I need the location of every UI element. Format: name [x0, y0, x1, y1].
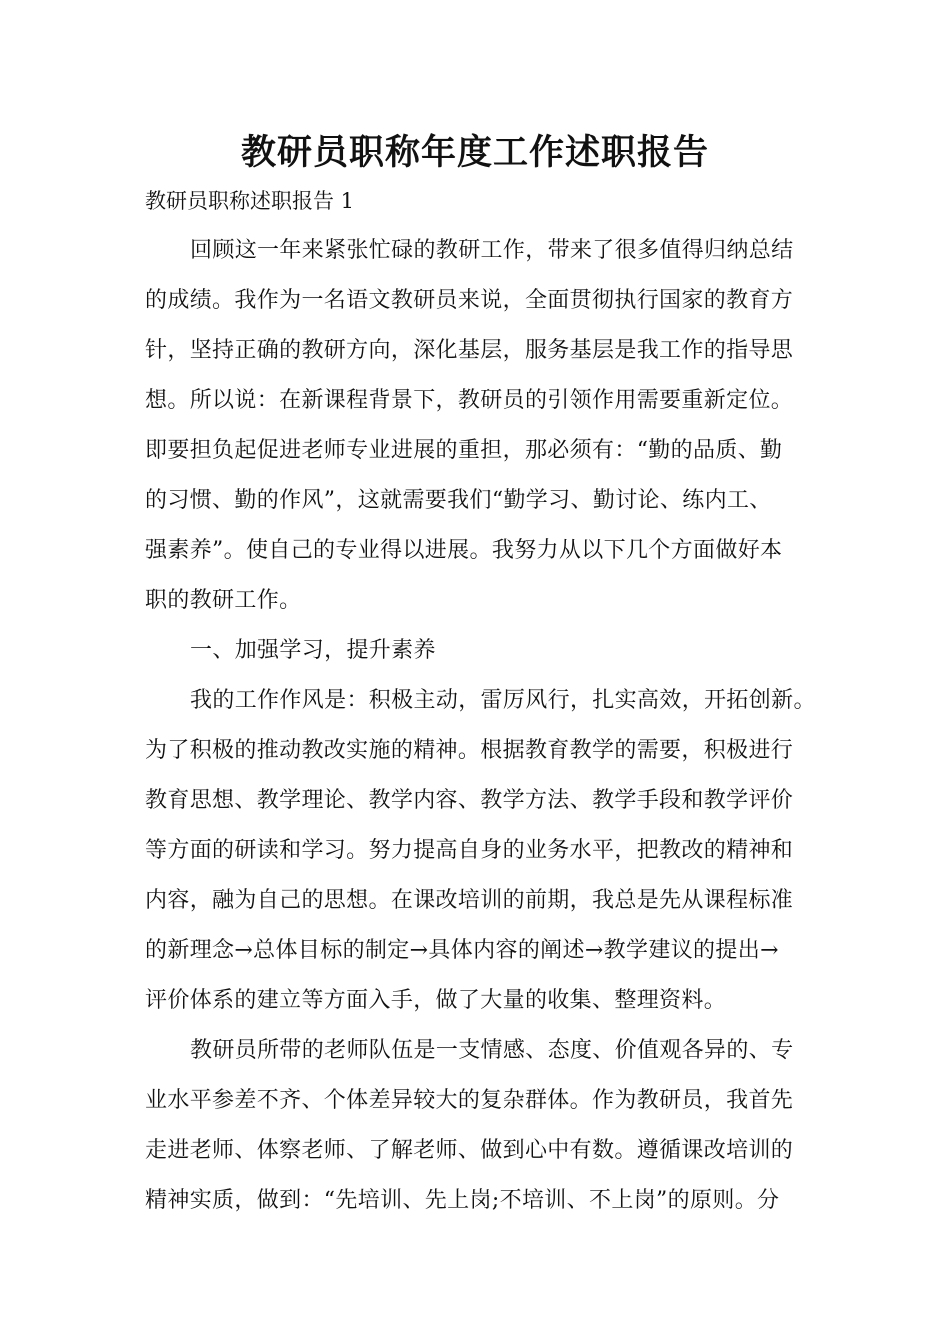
paragraph-line: 的成绩。我作为一名语文教研员来说，全面贯彻执行国家的教育方 [145, 288, 794, 313]
paragraph-line: 教育思想、教学理论、教学内容、教学方法、教学手段和教学评价 [145, 788, 794, 813]
paragraph-line: 为了积极的推动教改实施的精神。根据教育教学的需要，积极进行 [145, 738, 794, 763]
section-heading: 一、加强学习，提升素养 [190, 638, 436, 663]
document-title: 教研员职称年度工作述职报告 [240, 133, 709, 173]
paragraph-line: 走进老师、体察老师、了解老师、做到心中有数。遵循课改培训的 [145, 1138, 794, 1163]
paragraph-line: 强素养”。使自己的专业得以进展。我努力从以下几个方面做好本 [145, 538, 783, 563]
paragraph-line: 的新理念→总体目标的制定→具体内容的阐述→教学建议的提出→ [145, 938, 779, 963]
paragraph-line: 精神实质，做到：“先培训、先上岗;不培训、不上岗”的原则。分 [145, 1188, 780, 1213]
paragraph-line: 想。所以说：在新课程背景下，教研员的引领作用需要重新定位。 [145, 388, 794, 413]
paragraph-line: 教研员所带的老师队伍是一支情感、态度、价值观各异的、专 [190, 1038, 794, 1063]
paragraph-line: 职的教研工作。 [145, 588, 302, 613]
paragraph-line: 回顾这一年来紧张忙碌的教研工作，带来了很多值得归纳总结 [190, 238, 794, 263]
paragraph-line: 评价体系的建立等方面入手，做了大量的收集、整理资料。 [145, 988, 727, 1013]
paragraph-line: 即要担负起促进老师专业进展的重担，那必须有：“勤的品质、勤 [145, 438, 783, 463]
paragraph-line: 我的工作作风是：积极主动，雷厉风行，扎实高效，开拓创新。 [190, 688, 816, 713]
document-subtitle: 教研员职称述职报告 1 [145, 189, 355, 213]
paragraph-line: 等方面的研读和学习。努力提高自身的业务水平，把教改的精神和 [145, 838, 794, 863]
paragraph-line: 的习惯、勤的作风”，这就需要我们“勤学习、勤讨论、练内工、 [145, 488, 772, 513]
paragraph-line: 针，坚持正确的教研方向，深化基层，服务基层是我工作的指导思 [145, 338, 794, 363]
paragraph-line: 业水平参差不齐、个体差异较大的复杂群体。作为教研员，我首先 [145, 1088, 794, 1113]
paragraph-line: 内容，融为自己的思想。在课改培训的前期，我总是先从课程标准 [145, 888, 794, 913]
